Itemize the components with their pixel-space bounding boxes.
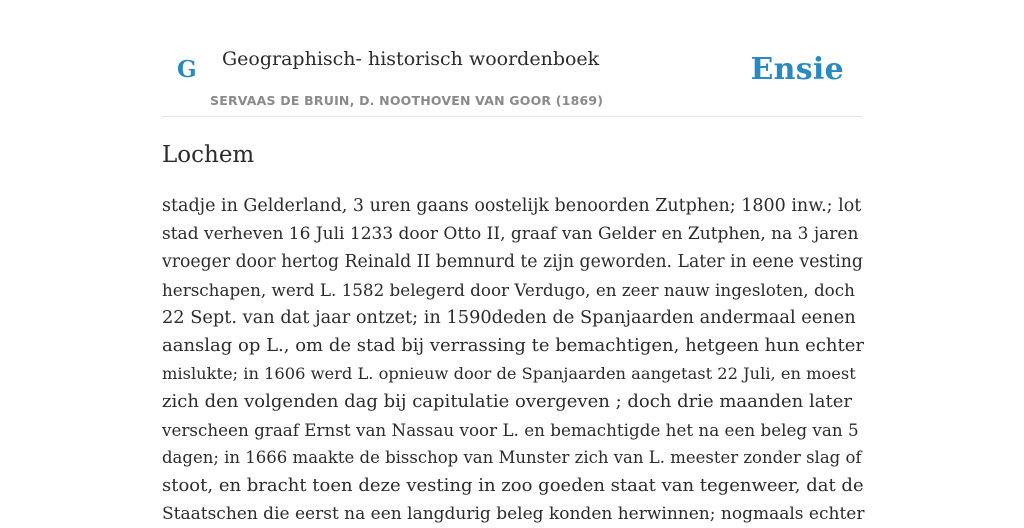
entry-text-line: dagen; in 1666 maakte de bisschop van Munster zich van L. meester zonder slag of bbox=[162, 448, 862, 467]
entry-text-line: mislukte; in 1606 werd L. opnieuw door de Spanjaarden aangetast 22 Juli, en moest bbox=[162, 364, 856, 383]
entry-title: Lochem bbox=[162, 142, 255, 168]
entry-text-line: aanslag op L., om de stad bij verrassing te bemachtigen, hetgeen hun echter bbox=[162, 335, 864, 356]
entry-text-line: vroeger door hertog Reinald II bemnurd te zijn geworden. Later in eene vesting bbox=[162, 252, 863, 272]
dictionary-letter-icon[interactable]: G bbox=[177, 56, 197, 83]
entry-text-line: verscheen graaf Ernst van Nassau voor L. en bemachtigde het na een beleg van 5 bbox=[162, 420, 859, 440]
entry-text-line: zich den volgenden dag bij capitulatie overgeven ; doch drie maanden later bbox=[162, 391, 852, 412]
entry-text-line: herschapen, werd L. 1582 belegerd door Verdugo, en zeer nauw ingesloten, doch bbox=[162, 280, 855, 300]
entry-text-line: stadje in Gelderland, 3 uren gaans oostelijk benoorden Zutphen; 1800 inw.; lot bbox=[162, 196, 862, 216]
entry-text-line: stad verheven 16 Juli 1233 door Otto II, graaf van Gelder en Zutphen, na 3 jaren bbox=[162, 224, 859, 244]
ensie-logo-link[interactable]: Ensie bbox=[750, 52, 844, 87]
entry-text-line: stoot, en bracht toen deze vesting in zoo goeden staat van tegenweer, dat de bbox=[162, 475, 864, 496]
entry-text-line: 22 Sept. van dat jaar ontzet; in 1590deden de Spanjaarden andermaal eenen bbox=[162, 308, 856, 328]
page-header bbox=[162, 0, 862, 117]
dictionary-authors: SERVAAS DE BRUIN, D. NOOTHOVEN VAN GOOR (1869) bbox=[210, 93, 604, 108]
entry-text-line: Staatschen die eerst na een langdurig beleg konden herwinnen; nogmaals echter bbox=[162, 504, 865, 524]
entry-body bbox=[162, 192, 864, 528]
dictionary-title-link[interactable]: Geographisch- historisch woordenboek bbox=[222, 48, 600, 70]
